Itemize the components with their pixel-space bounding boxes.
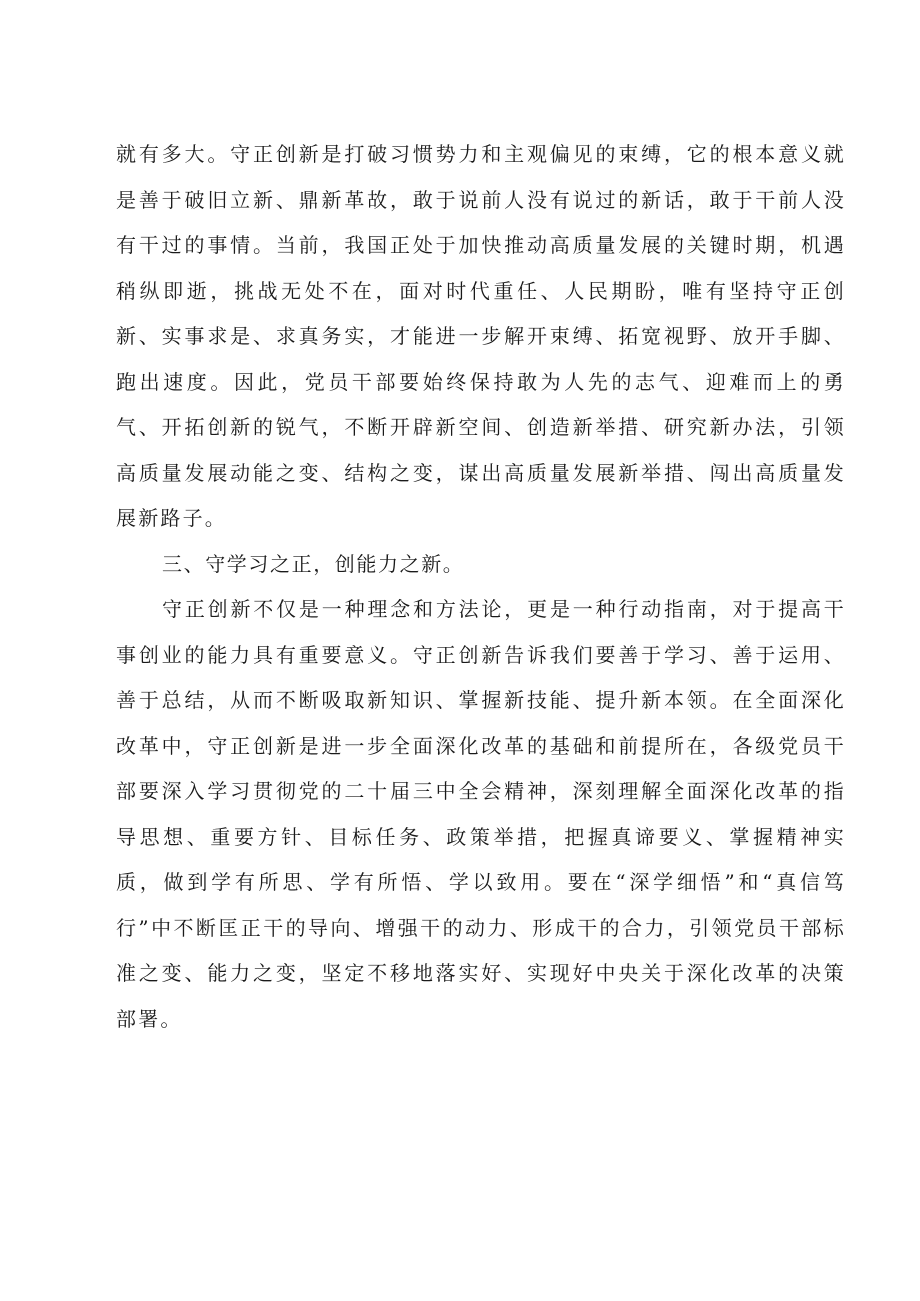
body-paragraph-continued: 就有多大。守正创新是打破习惯势力和主观偏见的束缚，它的根本意义就是善于破旧立新、鼎新革故，敢于说前人没有说过的新话，敢于干前人没有干过的事情。当前，我国正处于加快推动高质量发展的关键时期，机遇稍纵即逝，挑战无处不在，面对时代重任、人民期盼，唯有坚持守正创新、实事求是、求真务实，才能进一步解开束缚、拓宽视野、放开手脚、跑出速度。因此，党员干部要始终保持敢为人先的志气、迎难而上的勇气、开拓创新的锐气，不断开辟新空间、创造新举措、研究新办法，引领高质量发展动能之变、结构之变，谋出高质量发展新举措、闯出高质量发展新路子。 (116, 142, 846, 530)
body-paragraph-section-3: 守正创新不仅是一种理念和方法论，更是一种行动指南，对于提高干事创业的能力具有重要意义。守正创新告诉我们要善于学习、善于运用、善于总结，从而不断吸取新知识、掌握新技能、提升新本领。在全面深化改革中，守正创新是进一步全面深化改革的基础和前提所在，各级党员干部要深入学习贯彻党的二十届三中全会精神，深刻理解全面深化改革的指导思想、重要方针、目标任务、政策举措，把握真谛要义、掌握精神实质，做到学有所思、学有所悟、学以致用。要在“深学细悟”和“真信笃行”中不断匡正干的导向、增强干的动力、形成干的合力，引领党员干部标准之变、能力之变，坚定不移地落实好、实现好中央关于深化改革的决策部署。 (116, 597, 846, 1031)
document-page (116, 132, 846, 1042)
section-heading-3: 三、守学习之正，创能力之新。 (162, 551, 465, 576)
